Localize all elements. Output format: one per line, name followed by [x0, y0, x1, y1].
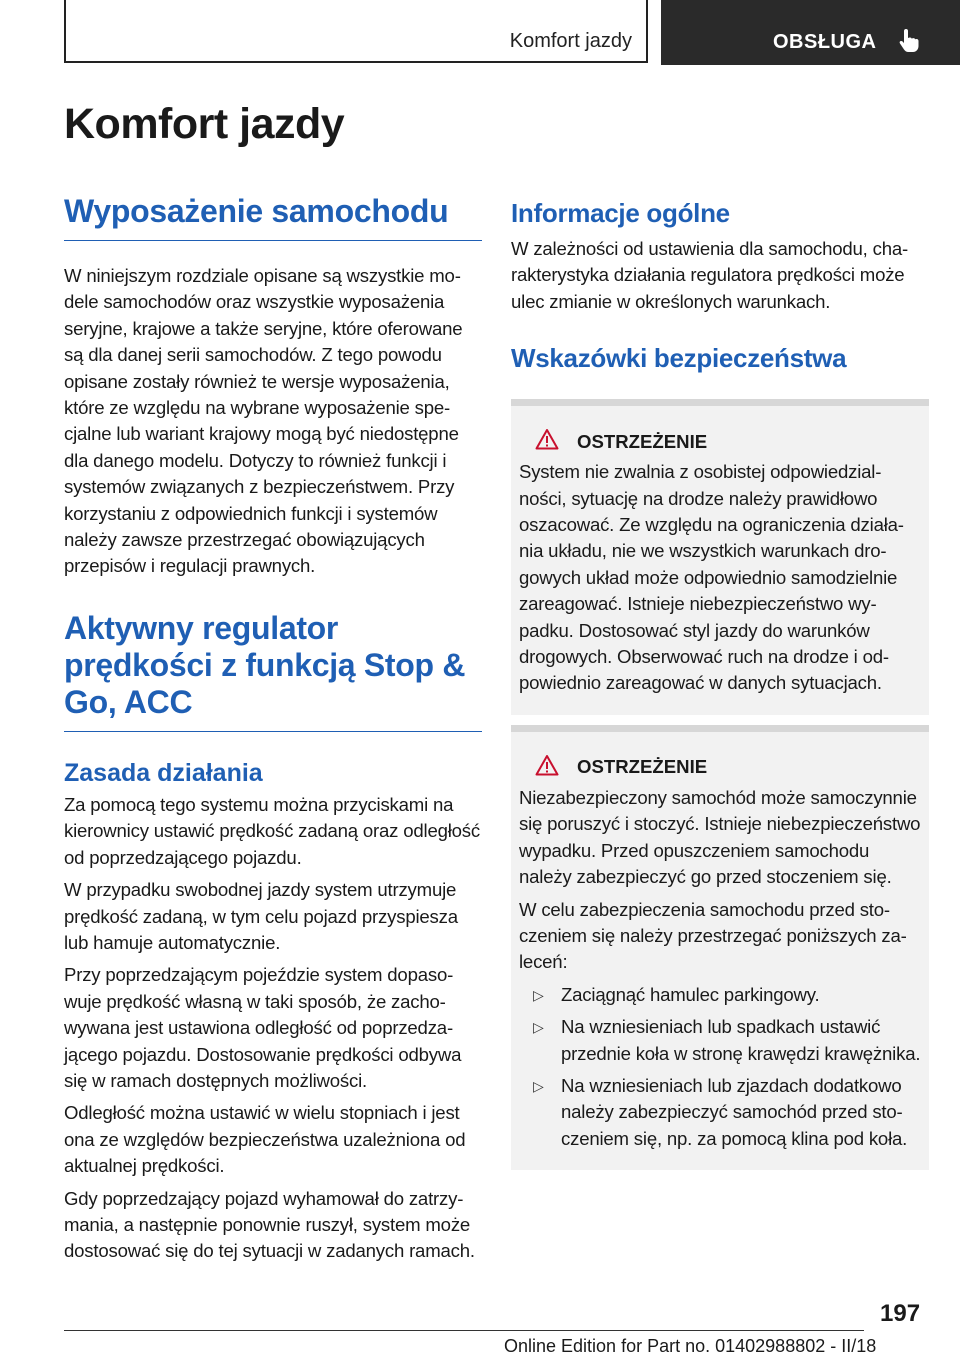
principle-paragraph-2: W przypadku swobodnej jazdy system utrzymuje prędkość zadaną, w tym celu pojazd przyspiesza lub hamuje automatycznie. [64, 879, 458, 953]
triangle-bullet-icon: ▷ [533, 986, 544, 1003]
list-item: ▷ Zaciągnąć hamulec parkingowy. [519, 982, 921, 1008]
warning-box-2 [511, 725, 929, 1170]
warning-triangle-icon [535, 428, 559, 455]
warning-title: OSTRZEŻENIE [577, 430, 708, 452]
list-item: ▷ Na wzniesieniach lub zjazdach dodatkowo należy zabezpieczyć samochód przed stoczeniem się, np. za pomocą klina pod koła. [519, 1073, 921, 1152]
header-section-title: Komfort jazdy [509, 30, 632, 52]
subheading-general-info: Informacje ogólne [511, 198, 730, 228]
principle-paragraph-5: Gdy poprzedzający pojazd wyhamował do zatrzymania, a następnie ponownie ruszył, system może dostosować się do tej sytuacji w zadanych ramach. [64, 1187, 475, 1262]
warning-2-text-1: Niezabezpieczony samochód może samoczynnie się poruszyć i stoczyć. Istnieje niebezpieczeństwo wypadku. Przed opuszczeniem samochodu należy zabezpieczyć go przed stoczeniem się. [519, 786, 921, 888]
warning-box-1 [511, 399, 929, 715]
footer-divider [64, 1330, 864, 1331]
section-heading-acc: Aktywny regulator prędkości z funkcją Stop & Go, ACC [64, 610, 482, 732]
page-number: 197 [880, 1300, 921, 1327]
list-item: ▷ Na wzniesieniach lub spadkach ustawić przednie koła w stronę krawędzi krawężnika. [519, 1014, 921, 1067]
warning-separator [511, 399, 929, 406]
page-title: Komfort jazdy [64, 100, 345, 148]
triangle-bullet-icon: ▷ [533, 1019, 544, 1036]
precaution-list [519, 982, 921, 1152]
principle-paragraph-1: Za pomocą tego systemu można przyciskami na kierownicy ustawić prędkość zadaną oraz odległość od poprzedzającego pojazdu. [64, 793, 481, 868]
right-column [511, 192, 929, 1170]
left-column [64, 192, 482, 1265]
hand-pointer-icon [897, 27, 921, 58]
equipment-paragraph: W niniejszym rozdziale opisane są wszystkie modele samochodów oraz wszystkie wyposażenia seryjne, krajowe a także seryjne, które oferowane są dla danej serii samochodów. Z tego powodu opisane zostały również te wersje wyposażenia, które ze względu na wybrane wyposażenie specjalne lub wariant krajowy mogą być niedostępne dla danego modelu. Dotyczy to również funkcji i systemów związanych z bezpieczeństwem. Przy korzystaniu z odpowiednich funkcji i systemów należy zawsze przestrzegać obowiązujących przepisów i regulacji prawnych. [64, 265, 463, 577]
warning-triangle-icon [535, 754, 559, 781]
header-chapter-tab [661, 0, 960, 65]
header-chapter-title: OBSŁUGA [773, 31, 877, 53]
warning-1-text: System nie zwalnia z osobistej odpowiedzialności, sytuację na drodze należy prawidłowo oszacować. Ze względu na ograniczenia działania układu, nie we wszystkich warunkach drogowych układ może odpowiednio samodzielnie zareagować. Istnieje niebezpieczeństwo wypadku. Dostosować styl jazdy do warunków drogowych. Obserwować ruch na drodze i odpowiednio zareagować w danych sytuacjach. [519, 461, 904, 694]
principle-paragraph-3: Przy poprzedzającym pojeździe system dopasowuje prędkość własną w taki sposób, że zachowywana jest ustawiona odległość od poprzedzającego pojazdu. Dostosowanie prędkości odbywa się w ramach dostępnych możliwości. [64, 964, 462, 1091]
warning-separator [511, 725, 929, 732]
subheading-safety: Wskazówki bezpieczeństwa [511, 343, 847, 374]
triangle-bullet-icon: ▷ [533, 1077, 544, 1094]
section-heading-equipment: Wyposażenie samochodu [64, 192, 482, 241]
general-info-paragraph: W zależności od ustawienia dla samochodu, charakterystyka działania regulatora prędkości może ulec zmianie w określonych warunkach. [511, 238, 909, 312]
principle-paragraph-4: Odległość można ustawić w wielu stopniach i jest ona ze względów bezpieczeństwa uzależniona od aktualnej prędkości. [64, 1102, 466, 1177]
subheading-principle: Zasada działania [64, 758, 263, 787]
warning-2-text-2: W celu zabezpieczenia samochodu przed stoczeniem się należy przestrzegać poniższych zaleceń: [519, 898, 907, 973]
warning-title: OSTRZEŻENIE [577, 756, 708, 778]
header-section-tab [64, 0, 648, 63]
footer-edition: Online Edition for Part no. 01402988802 - II/18 [504, 1336, 877, 1356]
